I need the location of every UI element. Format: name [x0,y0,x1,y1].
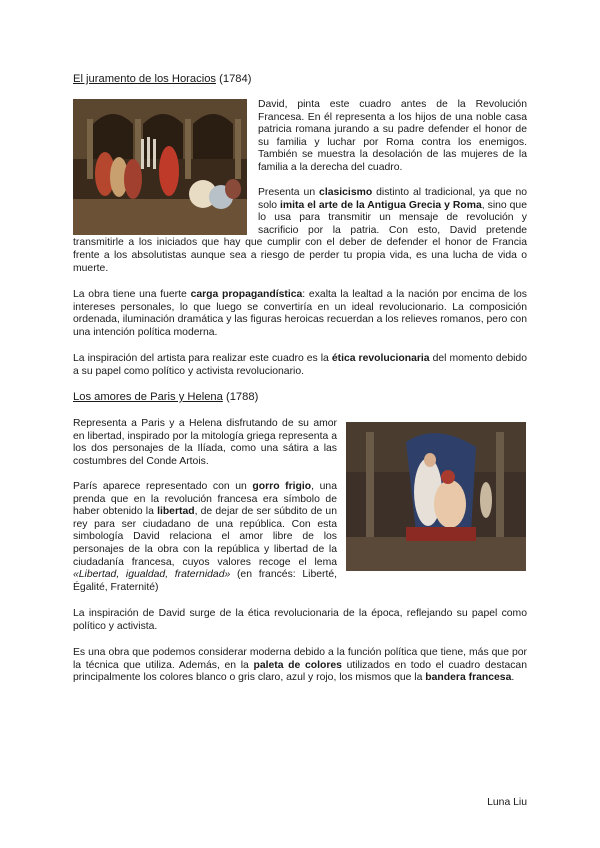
section1-paragraph-3: La obra tiene una fuerte carga propagandística: exalta la lealtad a la nación por encima de los intereses personales, lo que luego se convertiría en un ideal revolucionario. La composición ordenada, iluminación dramática y las figuras heroicas recuerdan a los relieves romanos, pero con una intención política moderna. [73,289,527,338]
section1-title [73,72,251,86]
section2-paragraph-4: Es una obra que podemos considerar moderna debido a la función política que tiene, más que por la técnica que utiliza. Además, en la paleta de colores utilizados en todo el cuadro destacan principalmente los colores blanco o gris claro, azul y rojo, los mismos que la bandera francesa. [73,647,527,684]
section1-paragraph-4: La inspiración del artista para realizar este cuadro es la ética revolucionaria del momento debido a su papel como político y activista revolucionario. [73,353,527,377]
paris-helena-painting [346,422,526,571]
section2-year: (1788) [225,391,259,403]
section2-paragraph-2: París aparece representado con un gorro frigio, una prenda que en la revolución francesa era símbolo de haber obtenido la libertad, de dejar de ser súbdito de un rey para ser ciudadano de una república. Con esta simbología David relaciona el amor libre de los personajes de la obra con la república y libertad de la ciudadanía francesa, cuyos valores recoge el lema «Libertad, igualdad, fraternidad» (en francés: Liberté, Égalité, Fraternité) [73,481,338,593]
section1-title-text: El juramento de los Horacios [73,73,217,85]
section1-paragraph-2: Presenta un clasicismo distinto al tradicional, ya que no solo imita el arte de la Antigua Grecia y Roma, sino que lo usa para transmitir un mensaje de revolución y sacrificio por la patria. Con esto, David pretende transmitirle a los iniciados que hay que cumplir con el deber de defender el honor de Francia frente a los absolutistas aunque sea a riesgo de perder tu propia vida, es una lucha de vida o muerte. [73,187,527,274]
section2-title-text: Los amores de Paris y Helena [73,391,223,403]
section1-paragraph-1: David, pinta este cuadro antes de la Revolución Francesa. En él representa a los hijos de una noble casa patricia romana jurando a su padre defender el honor de su familia y luchar por Roma contra los enemigos. También se muestra la desolación de las mujeres de la familia a la derecha del cuadro. [258,99,527,173]
section2-paragraph-3: La inspiración de David surge de la ética revolucionaria de la época, reflejando su papel como político y activista. [73,608,527,632]
section2-paragraph-1: Representa a Paris y a Helena disfrutando de su amor en libertad, inspirado por la mitología griega representa a los dos personajes de la Ilíada, como una sátira a las costumbres del Conde Artois. [73,418,337,467]
section1-year: (1784) [219,73,252,85]
author-name: Luna Liu [487,797,527,808]
section2-title [73,390,258,404]
